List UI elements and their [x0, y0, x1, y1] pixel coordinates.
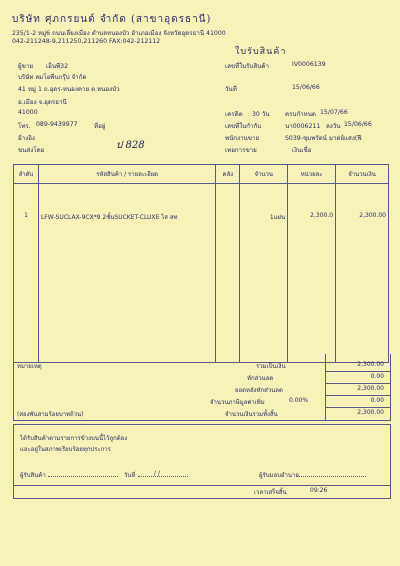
credit-label: เครดิต [225, 111, 243, 118]
receiver-signature-line [48, 476, 118, 477]
shipping-label: ขนส่งโดย [18, 147, 45, 154]
items-table [13, 164, 389, 363]
due-label: ครบกำหนด [285, 111, 316, 118]
total-value: 2,300.00 [357, 409, 384, 416]
company-address: 235/1-2 หมู่6 ถนนเลี่ยงเมือง ตำบลหนองบัว อำเภอเมือง จังหวัดอุดรธานี 41000 [12, 30, 226, 37]
supplier-phone: 089-9439977 [36, 121, 78, 128]
receive-no-label: เลขที่ใบรับสินค้า [225, 63, 270, 70]
row-no: 1 [14, 184, 39, 223]
receive-no: IV0006139 [292, 61, 326, 68]
sale-terms-value: เงินเชื่อ [292, 147, 312, 154]
supplier-address-2: อ.เมือง จ.อุดรธานี [18, 99, 67, 106]
sale-terms-label: เทอการขาย [225, 147, 257, 154]
vat-value: 0.00 [370, 397, 384, 404]
col-header-amount: จำนวนเงิน [336, 165, 389, 184]
table-row [14, 184, 389, 223]
due-date: 15/07/66 [320, 109, 348, 116]
reference-label: อ้างอิง [18, 135, 35, 142]
col-header-description: รหัสสินค้า / รายละเอียด [38, 165, 215, 184]
purchaser-label: พนักงานขาย [225, 135, 260, 142]
completion-time-row [13, 484, 391, 499]
table-filler-row [14, 222, 389, 363]
vat-rate: 0.00% [289, 397, 309, 404]
discount-value: 0.00 [370, 373, 384, 380]
after-discount-value: 2,300.00 [357, 385, 384, 392]
company-name: บริษัท ศุภกรยนต์ จำกัด (สาขาอุดรธานี) [12, 14, 212, 25]
receipt-statement-2: และอยู่ในสภาพเรียบร้อยทุกประการ [20, 446, 111, 453]
receipt-statement-1: ได้รับสินค้าตามรายการข้างบนนี้ไว้ถูกต้อง [20, 435, 128, 442]
subtotal-value: 2,300.00 [357, 361, 384, 368]
invoice-date-label: ลงวัน [326, 123, 341, 130]
after-discount-label: ยอดหลังหักส่วนลด [235, 387, 283, 394]
supplier-fax-label: ที่อยู่ [94, 123, 106, 130]
col-header-qty: จำนวน [240, 165, 288, 184]
time-label: เวลาเสร็จสิ้น [254, 489, 287, 496]
approver-label: ผู้รับมอบอำนาจ [259, 472, 299, 479]
receiver-label: ผู้รับสินค้า [20, 472, 46, 479]
subtotal-label: รวมเป็นเงิน [256, 363, 286, 370]
row-unit-price: 2,300.0 [288, 184, 336, 223]
company-phone: 042-211248-9,211250,211260 FAX:042-212112 [12, 38, 161, 45]
row-amount: 2,300.00 [336, 184, 389, 223]
supplier-name: บริษัท ลมโอพีนกรุ๊ป จำกัด [18, 74, 87, 81]
date-label: วันที่ [225, 86, 237, 93]
col-header-no: ลำดับ [14, 165, 39, 184]
table-header-row [14, 165, 389, 184]
receive-date-line [138, 476, 188, 477]
time-value: 09:26 [310, 487, 328, 494]
purchaser-value: S039-ชุมพรัตน์ มาตย์แสง(ฟี [285, 135, 362, 142]
summary-section [13, 354, 391, 421]
receive-date-value: / / [154, 470, 160, 477]
receipt-footer [13, 424, 391, 486]
note-label: หมายเหตุ [17, 363, 42, 370]
supplier-phone-label: โทร. [18, 123, 31, 130]
invoice-date: 15/06/66 [344, 121, 372, 128]
row-description: LFW-SUCLAX-9CX*9 2ชั้นSUCKET-CLUXE ไส สท [38, 184, 215, 223]
handwritten-note: ป 828 [116, 140, 145, 151]
row-qty: 1แผ่น [240, 184, 288, 223]
credit-value: 30 วัน [252, 111, 270, 118]
date-value: 15/06/66 [292, 84, 320, 91]
supplier-code: เอ็นพี32 [46, 63, 69, 70]
supplier-address-1: 41 หมู่ 1 ถ.อุดร-หนองคาย ต.หนองบัว [18, 86, 120, 93]
receive-date-label: วันที่ [124, 472, 136, 479]
supplier-zip: 41000 [18, 109, 38, 116]
invoice-no: นา0006211 [285, 123, 321, 130]
supplier-code-label: ผู้ขาย [18, 63, 33, 70]
total-label: จำนวนเงินรวมทั้งสิ้น [225, 411, 278, 418]
vat-label: จำนวนภาษีมูลค่าเพิ่ม [210, 399, 265, 406]
amount-in-words: (สองพันสามร้อยบาทถ้วน) [17, 411, 84, 418]
col-header-warehouse: คลัง [216, 165, 240, 184]
discount-label: หักส่วนลด [247, 375, 274, 382]
document-title: ใบรับสินค้า [235, 47, 287, 57]
approver-signature-line [296, 476, 366, 477]
row-warehouse [216, 184, 240, 223]
invoice-label: เลขที่ใบกำกับ [225, 123, 262, 130]
col-header-unit-price: หน่วยละ [288, 165, 336, 184]
